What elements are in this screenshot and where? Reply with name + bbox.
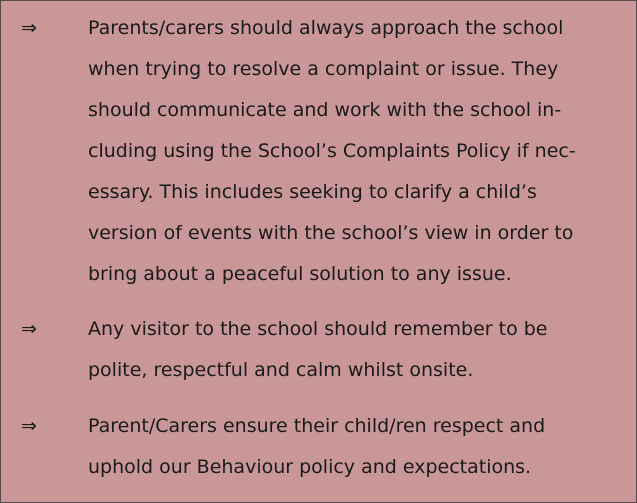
text-line: uphold our Behaviour policy and expectations. <box>88 456 532 478</box>
text-line: Parents/carers should always approach the school <box>88 17 564 39</box>
text-line: essary. This includes seeking to clarify a child’s <box>88 181 537 203</box>
text-line: polite, respectful and calm whilst onsite. <box>88 359 474 381</box>
bullet-text <box>88 8 618 295</box>
arrow-bullet-icon: ⇒ <box>21 415 37 437</box>
arrow-bullet-icon: ⇒ <box>21 17 37 39</box>
bullet-text <box>88 406 618 488</box>
text-line: when trying to resolve a complaint or issue. They <box>88 58 559 80</box>
text-line: version of events with the school’s view in order to <box>88 222 574 244</box>
text-line: cluding using the School’s Complaints Policy if nec- <box>88 140 576 162</box>
arrow-bullet-icon: ⇒ <box>21 318 37 340</box>
bullet-text <box>88 309 618 391</box>
text-line: Any visitor to the school should remember to be <box>88 318 548 340</box>
text-line: should communicate and work with the school in- <box>88 99 562 121</box>
text-line: Parent/Carers ensure their child/ren respect and <box>88 415 546 437</box>
text-line: bring about a peaceful solution to any issue. <box>88 263 512 285</box>
